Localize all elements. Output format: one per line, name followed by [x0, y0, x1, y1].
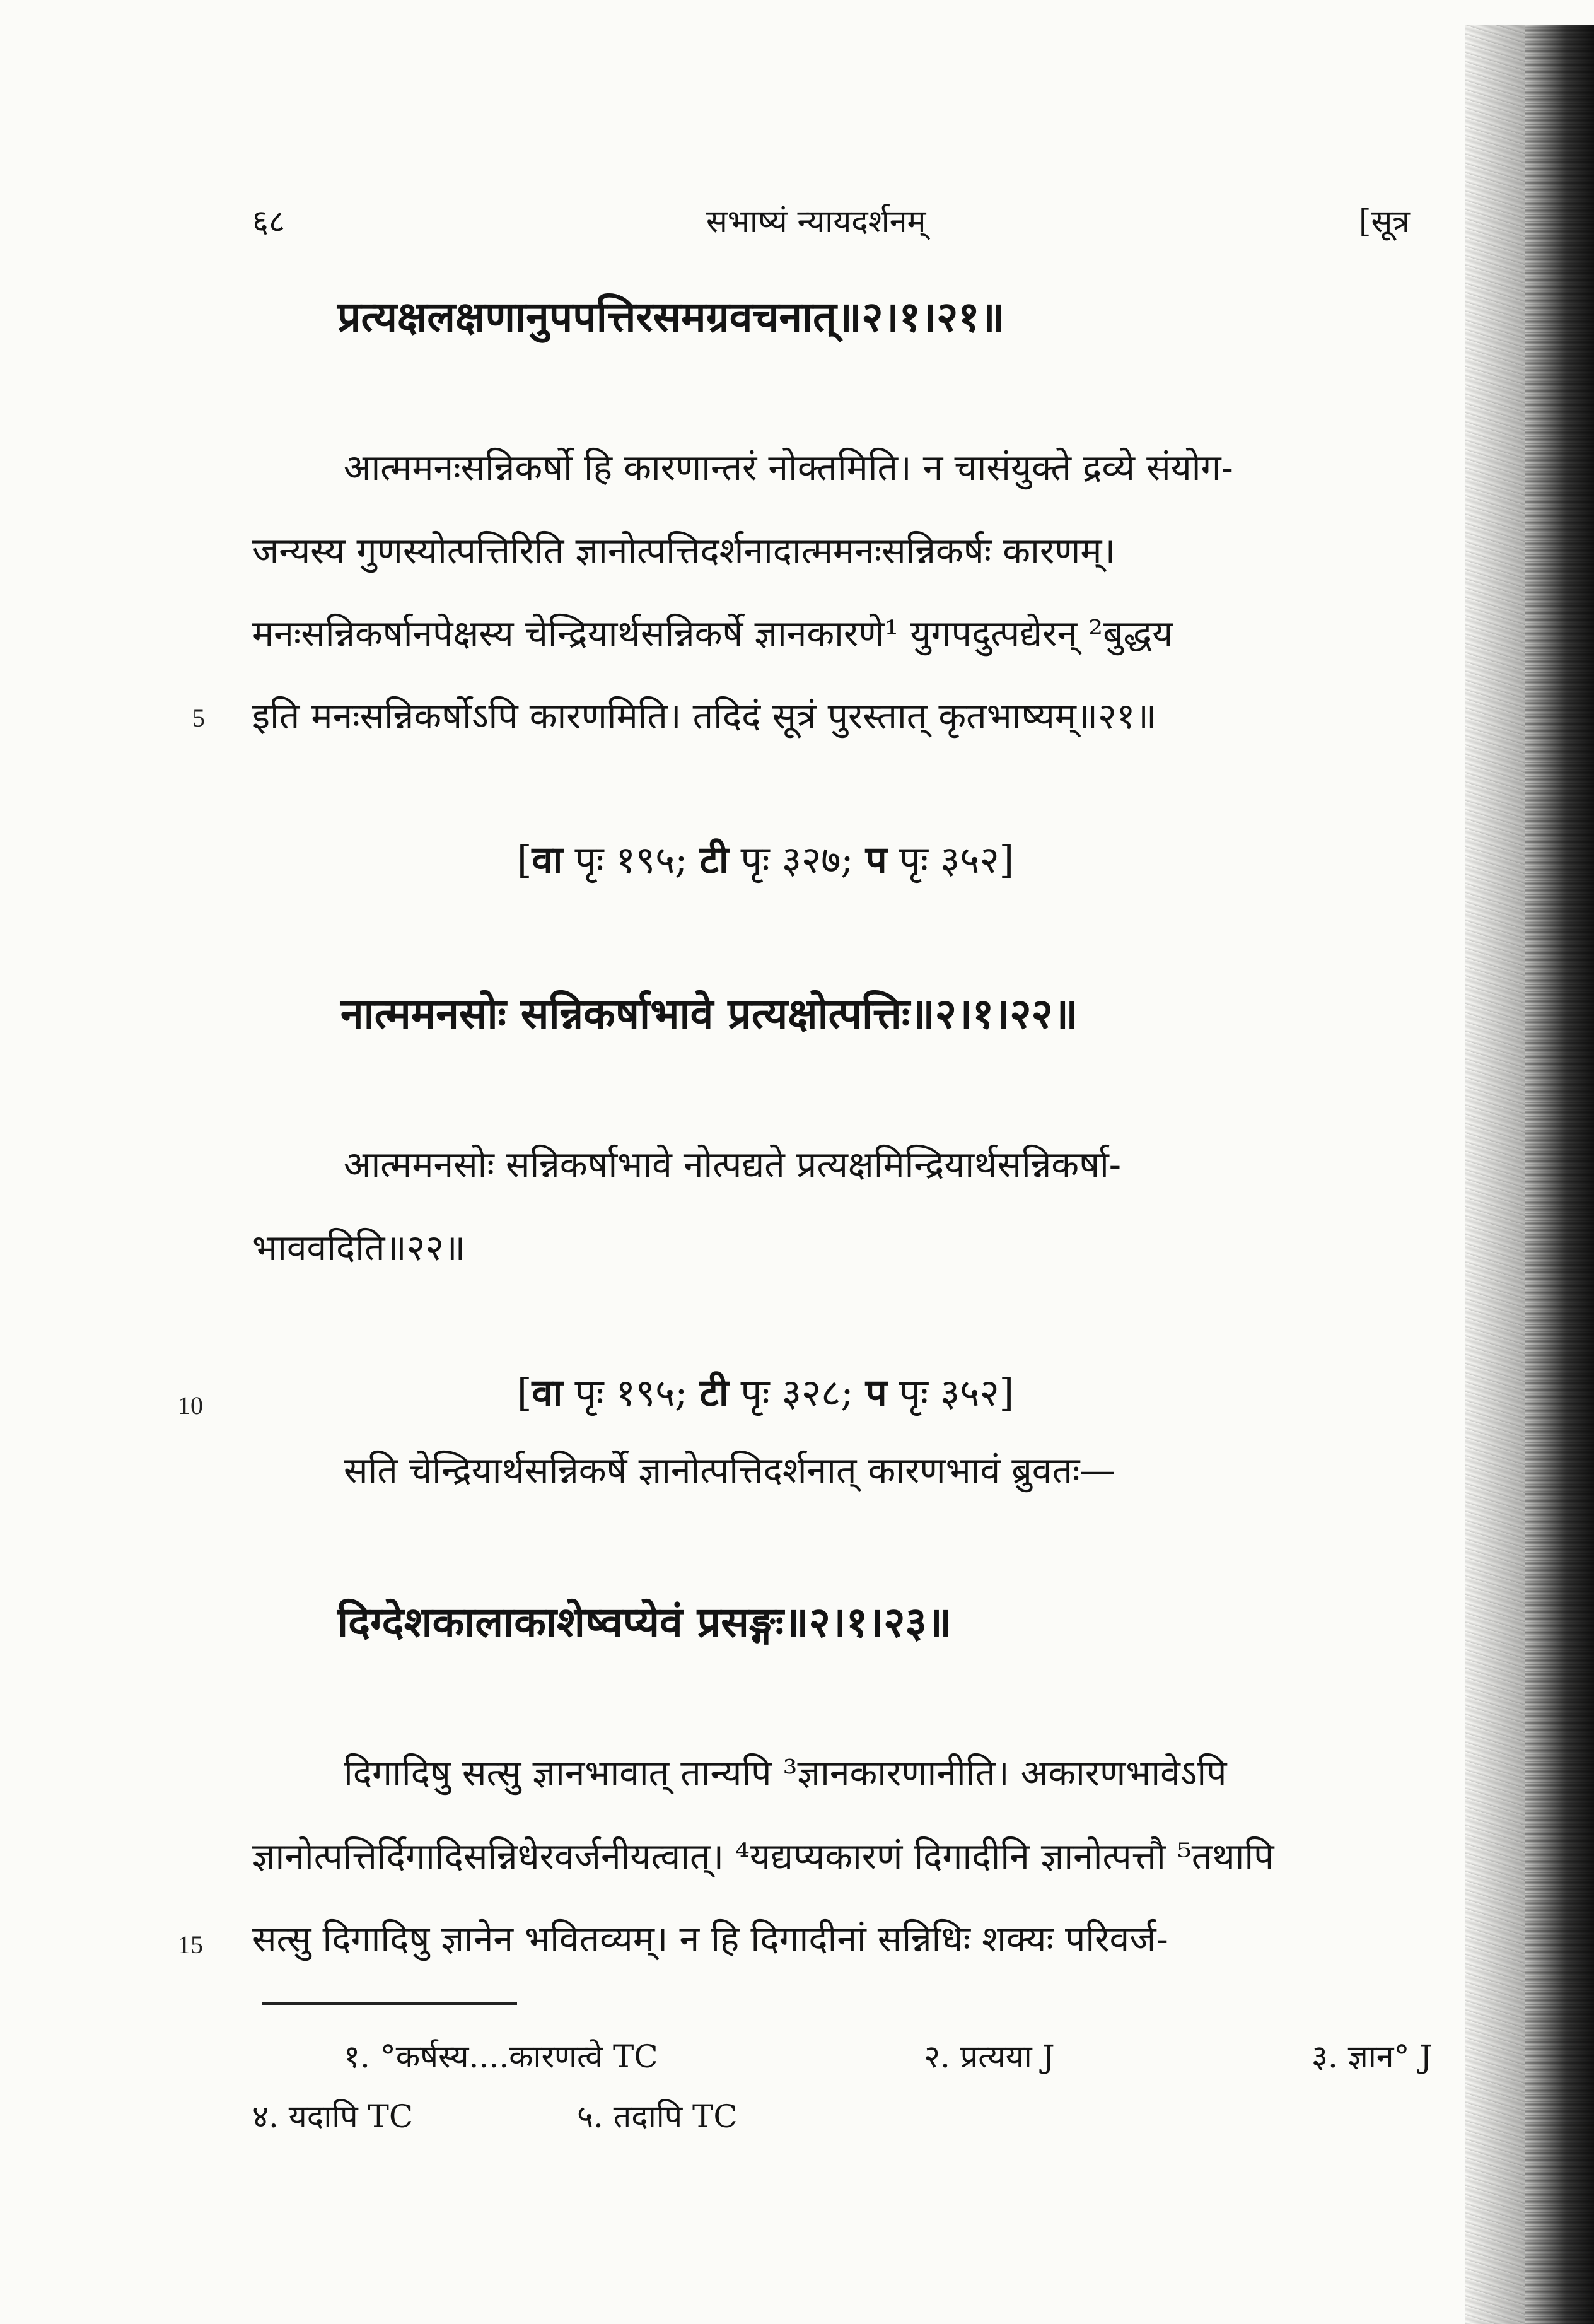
footnote-4: ४. यदापि TC	[252, 2098, 414, 2135]
scan-binding-edge	[1525, 25, 1594, 2324]
ref-21-open: [	[517, 838, 532, 882]
commentary-21-line-4: इति मनःसन्निकर्षोऽपि कारणमिति। तदिदं सूत्रं पुरस्तात् कृतभाष्यम्॥२१॥	[252, 696, 1157, 737]
ref-22-va-page: पृः १९५;	[574, 1371, 688, 1415]
section-label: [सूत्र	[1359, 203, 1410, 240]
intro-23: सति चेन्द्रियार्थसन्निकर्षे ज्ञानोत्पत्तिदर्शनात् कारणभावं ब्रुवतः—	[344, 1450, 1116, 1492]
commentary-22-line-1: आत्ममनसोः सन्निकर्षाभावे नोत्पद्यते प्रत्यक्षमिन्द्रियार्थसन्निकर्षा-	[344, 1144, 1122, 1186]
footnote-2: २. प्रत्यया J	[924, 2038, 1055, 2075]
ref-22-pa: प	[865, 1371, 887, 1415]
line-number-10: 10	[178, 1391, 203, 1420]
commentary-21-line-1: आत्ममनःसन्निकर्षो हि कारणान्तरं नोक्तमिति। न चासंयुक्ते द्रव्ये संयोग-	[344, 447, 1233, 489]
ref-21-ti: टी	[699, 838, 729, 882]
ref-21-ti-page: पृः ३२७;	[740, 838, 854, 882]
commentary-22-line-2: भाववदिति॥२२॥	[252, 1227, 466, 1269]
footnote-5: ५. तदापि TC	[577, 2098, 738, 2135]
ref-21-va-page: पृः १९५;	[574, 838, 688, 882]
sutra-23: दिग्देशकालाकाशेष्वप्येवं प्रसङ्गः॥२।१।२३॥	[337, 1597, 952, 1647]
ref-21-pa: प	[865, 838, 887, 882]
footnote-1: १. °कर्षस्य....कारणत्वे TC	[344, 2038, 658, 2075]
commentary-21-line-3: मनःसन्निकर्षानपेक्षस्य चेन्द्रियार्थसन्निकर्षे ज्ञानकारणे¹ युगपदुत्पद्येरन् ²बुद्धय	[252, 613, 1173, 655]
running-title: सभाष्यं न्यायदर्शनम्	[706, 203, 926, 240]
commentary-23-line-3: सत्सु दिगादिषु ज्ञानेन भवितव्यम्। न हि दिगादीनां सन्निधिः शक्यः परिवर्ज-	[252, 1918, 1168, 1960]
ref-22-va: वा	[532, 1371, 563, 1415]
commentary-21-line-2: जन्यस्य गुणस्योत्पत्तिरिति ज्ञानोत्पत्तिदर्शनादात्ममनःसन्निकर्षः कारणम्।	[252, 530, 1116, 572]
commentary-23-line-2: ज्ञानोत्पत्तिर्दिगादिसन्निधेरवर्जनीयत्वात्। ⁴यद्यप्यकारणं दिगादीनि ज्ञानोत्पत्तौ ⁵तथापि	[252, 1836, 1274, 1877]
line-number-5: 5	[192, 704, 205, 732]
reference-21	[517, 832, 1014, 884]
ref-21-va: वा	[532, 838, 563, 882]
ref-21-pa-page: पृः ३५२]	[899, 838, 1015, 882]
commentary-23-line-1: दिगादिषु सत्सु ज्ञानभावात् तान्यपि ³ज्ञानकारणानीति। अकारणभावेऽपि	[344, 1753, 1227, 1794]
line-number-15: 15	[178, 1930, 203, 1959]
footnote-rule	[262, 2002, 517, 2005]
ref-22-pa-page: पृः ३५२]	[899, 1371, 1015, 1415]
scan-shadow	[1465, 25, 1525, 2324]
ref-22-ti-page: पृः ३२८;	[740, 1371, 854, 1415]
sutra-22: नात्ममनसोः सन्निकर्षाभावे प्रत्यक्षोत्पत्तिः॥२।१।२२॥	[340, 989, 1078, 1038]
footnote-3: ३. ज्ञान° J	[1312, 2038, 1433, 2075]
reference-22	[517, 1365, 1014, 1417]
sutra-21: प्रत्यक्षलक्षणानुपपत्तिरसमग्रवचनात्॥२।१।२१॥	[337, 292, 1005, 341]
ref-22-open: [	[517, 1371, 532, 1415]
page-number: ६८	[252, 203, 285, 240]
ref-22-ti: टी	[699, 1371, 729, 1415]
